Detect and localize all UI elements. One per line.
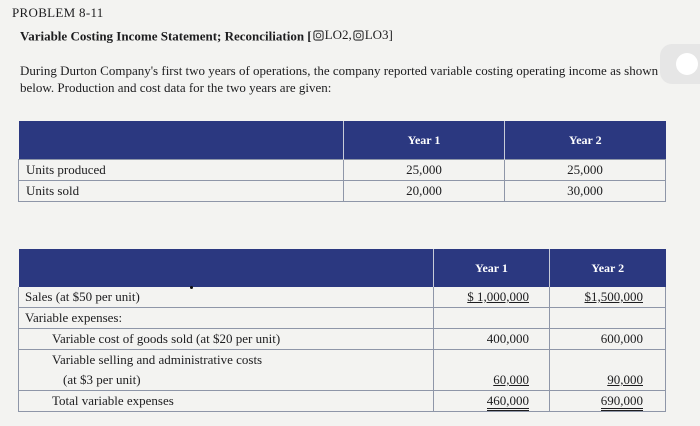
units-sold-year2: 30,000: [505, 181, 666, 202]
lo2-link[interactable]: LO2,: [324, 27, 352, 42]
header-year1: Year 1: [344, 121, 505, 160]
table-row: [19, 181, 666, 202]
vsa-year1: 60,000: [493, 372, 529, 387]
vsa-label-line2: (at $3 per unit): [19, 370, 434, 391]
units-sold-label: Units sold: [19, 181, 344, 202]
problem-title-text: Variable Costing Income Statement; Reconciliation [: [20, 28, 312, 44]
header-year2: Year 2: [550, 249, 666, 287]
table-row: [19, 308, 666, 329]
units-produced-label: Units produced: [19, 160, 344, 181]
units-sold-year1: 20,000: [344, 181, 505, 202]
units-produced-year1: 25,000: [344, 160, 505, 181]
vcogs-year1: 400,000: [434, 329, 550, 350]
total-variable-year1: 460,000: [487, 393, 529, 411]
lo3-link[interactable]: LO3]: [364, 27, 393, 42]
table-row: [19, 160, 666, 181]
production-table-header: [19, 121, 666, 160]
table-row: [19, 287, 666, 308]
header-blank: [19, 121, 344, 160]
problem-intro: During Durton Company's first two years of operations, the company reported variable costing operating income as shown below. Production and cost data for the two years are given:: [20, 63, 659, 95]
problem-label: PROBLEM 8-11: [12, 5, 104, 20]
cursor-dot: [190, 286, 193, 289]
variable-expenses-label: Variable expenses:: [19, 308, 434, 329]
table-row: [19, 329, 666, 350]
header-blank: [19, 249, 434, 287]
learning-objective-icon[interactable]: [313, 30, 324, 41]
sales-label: Sales (at $50 per unit): [19, 287, 434, 308]
income-table: [18, 249, 666, 412]
vcogs-label: Variable cost of goods sold (at $20 per unit): [19, 329, 434, 350]
income-table-header: [19, 249, 666, 287]
table-row: [19, 370, 666, 391]
learning-objective-icon[interactable]: [353, 30, 364, 41]
total-variable-label: Total variable expenses: [19, 391, 434, 412]
vsa-year2: 90,000: [607, 372, 643, 387]
units-produced-year2: 25,000: [505, 160, 666, 181]
sales-year1: $ 1,000,000: [467, 289, 529, 304]
side-scroll-tab[interactable]: [660, 44, 700, 84]
vcogs-year2: 600,000: [550, 329, 666, 350]
production-table: [18, 121, 666, 202]
total-variable-year2: 690,000: [601, 393, 643, 411]
table-row: [19, 391, 666, 412]
header-year1: Year 1: [434, 249, 550, 287]
vsa-label-line1: Variable selling and administrative costs: [19, 350, 434, 371]
problem-title: [20, 27, 393, 45]
table-row: [19, 350, 666, 371]
sales-year2: $1,500,000: [584, 289, 643, 304]
header-year2: Year 2: [505, 121, 666, 160]
